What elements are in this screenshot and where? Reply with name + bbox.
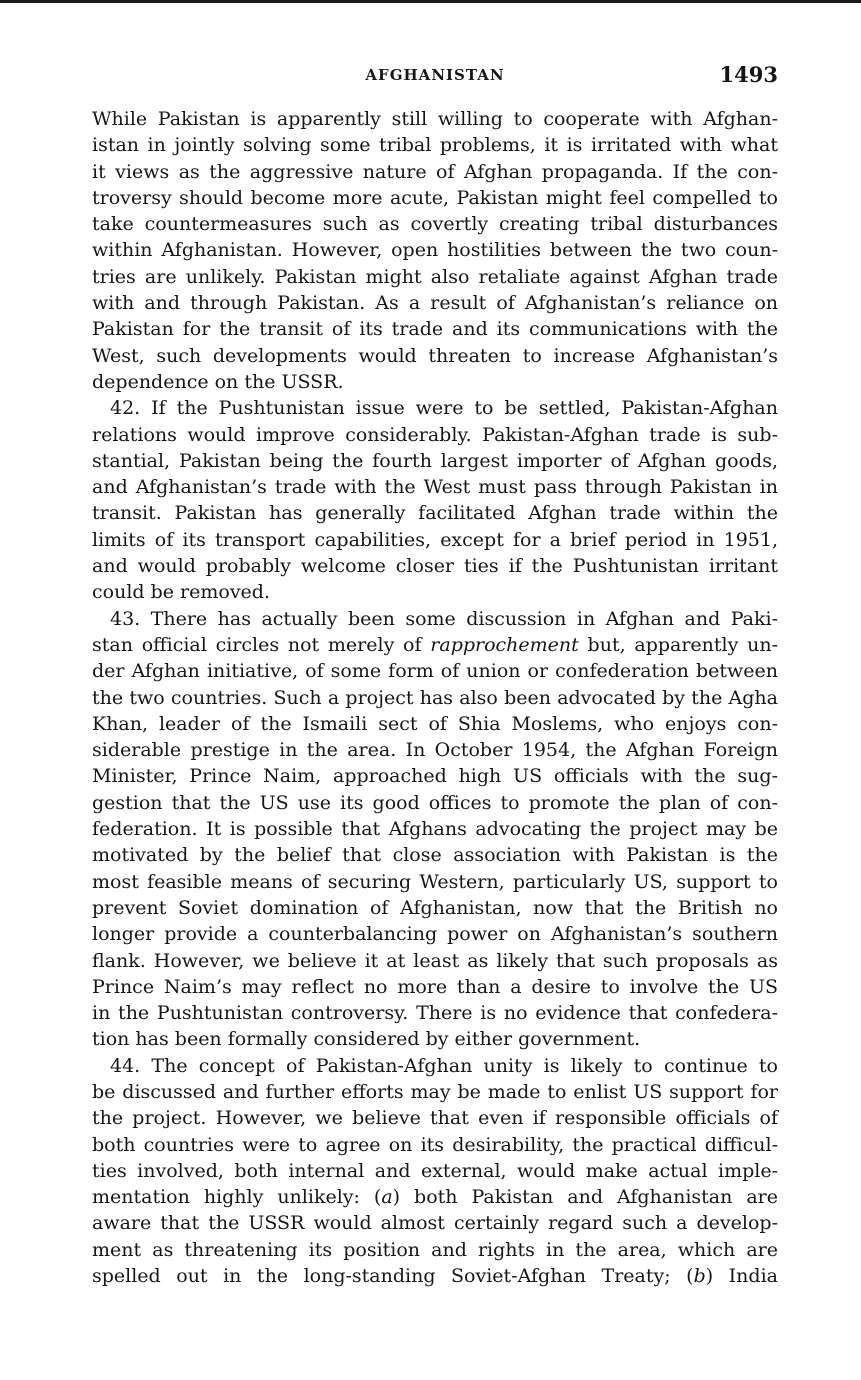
- text-line: While Pakistan is apparently still willing to cooperate with Afghan-: [92, 108, 778, 130]
- page-number: 1493: [719, 62, 778, 87]
- text-line: [92, 1184, 778, 1210]
- paragraph-43: [92, 606, 778, 1053]
- paragraph-continuation: [92, 106, 778, 395]
- text-line: dependence on the USSR.: [92, 370, 344, 393]
- top-edge-rule: [0, 0, 861, 3]
- italic-term: rapprochement: [430, 633, 579, 656]
- text-line: federation. It is possible that Afghans advocating the project may be: [92, 818, 778, 841]
- text-line: Prince Naim’s may reflect no more than a desire to involve the US: [92, 975, 778, 998]
- text-line: and would probably welcome closer ties if the Pushtunistan irritant: [92, 555, 778, 578]
- text-line: Khan, leader of the Ismaili sect of Shia Moslems, who enjoys con-: [92, 712, 778, 735]
- body-text: [92, 106, 778, 1289]
- text-line: siderable prestige in the area. In October 1954, the Afghan Foreign: [92, 739, 778, 762]
- text-line: motivated by the belief that close association with Pakistan is the: [92, 844, 778, 867]
- paragraph-44: [92, 1053, 778, 1290]
- text-line: be discussed and further efforts may be made to enlist US support for: [92, 1080, 778, 1103]
- text-line: longer provide a counterbalancing power on Afghanistan’s southern: [92, 923, 778, 946]
- text-line: 44. The concept of Pakistan-Afghan unity is likely to continue to: [110, 1054, 778, 1077]
- text-line: gestion that the US use its good offices to promote the plan of con-: [92, 791, 778, 814]
- text-line: relations would improve considerably. Pakistan-Afghan trade is sub-: [92, 423, 778, 446]
- text-line: 42. If the Pushtunistan issue were to be settled, Pakistan-Afghan: [110, 397, 778, 420]
- text-line: ties involved, both internal and external, would make actual imple-: [92, 1159, 778, 1182]
- italic-letter: a: [381, 1186, 393, 1209]
- italic-letter: b: [693, 1265, 706, 1288]
- text-line: prevent Soviet domination of Afghanistan, now that the British no: [92, 896, 778, 919]
- text-line: 43. There has actually been some discussion in Afghan and Paki-: [110, 607, 778, 630]
- text-line: the project. However, we believe that even if responsible officials of: [92, 1107, 778, 1130]
- text-line: limits of its transport capabilities, except for a brief period in 1951,: [92, 528, 778, 551]
- text-run: stan official circles not merely of: [92, 633, 431, 656]
- text-run: mentation highly unlikely: (: [92, 1186, 382, 1209]
- text-line: the two countries. Such a project has also been advocated by the Agha: [92, 686, 778, 709]
- text-line: flank. However, we believe it at least as likely that such proposals as: [92, 949, 778, 972]
- text-line: Pakistan for the transit of its trade and its communications with the: [92, 318, 778, 341]
- text-line: it views as the aggressive nature of Afghan propaganda. If the con-: [92, 160, 778, 183]
- text-line: stantial, Pakistan being the fourth largest importer of Afghan goods,: [92, 449, 778, 472]
- paragraph-42: [92, 395, 778, 605]
- text-line: take countermeasures such as covertly creating tribal disturbances: [92, 213, 778, 236]
- text-line: aware that the USSR would almost certainly regard such a develop-: [92, 1212, 778, 1235]
- text-run: ) both Pakistan and Afghanistan are: [392, 1186, 778, 1209]
- text-line: both countries were to agree on its desirability, the practical difficul-: [92, 1133, 778, 1156]
- text-line: transit. Pakistan has generally facilitated Afghan trade within the: [92, 502, 778, 525]
- text-line: with and through Pakistan. As a result of Afghanistan’s reliance on: [92, 292, 778, 315]
- text-run: spelled out in the long-standing Soviet-Afghan Treaty; (: [92, 1265, 694, 1288]
- text-line: could be removed.: [92, 581, 271, 604]
- text-line: in the Pushtunistan controversy. There is no evidence that confedera-: [92, 1002, 778, 1025]
- text-line: most feasible means of securing Western, particularly US, support to: [92, 870, 778, 893]
- text-line: [92, 632, 778, 658]
- page-header: [92, 62, 778, 92]
- text-line: Minister, Prince Naim, approached high US officials with the sug-: [92, 765, 778, 788]
- text-run: ) India: [705, 1265, 778, 1288]
- text-line: [92, 1263, 778, 1289]
- text-line: West, such developments would threaten to increase Afghanistan’s: [92, 344, 778, 367]
- text-line: ment as threatening its position and rights in the area, which are: [92, 1238, 778, 1261]
- text-line: der Afghan initiative, of some form of union or confederation between: [92, 660, 778, 683]
- text-line: troversy should become more acute, Pakistan might feel compelled to: [92, 186, 778, 209]
- text-line: tion has been formally considered by either government.: [92, 1028, 641, 1051]
- text-run: but, apparently un-: [578, 633, 778, 656]
- text-line: istan in jointly solving some tribal problems, it is irritated with what: [92, 134, 778, 157]
- text-line: and Afghanistan’s trade with the West must pass through Pakistan in: [92, 476, 778, 499]
- running-head: AFGHANISTAN: [365, 66, 505, 84]
- text-line: within Afghanistan. However, open hostilities between the two coun-: [92, 239, 778, 262]
- text-line: tries are unlikely. Pakistan might also retaliate against Afghan trade: [92, 265, 778, 288]
